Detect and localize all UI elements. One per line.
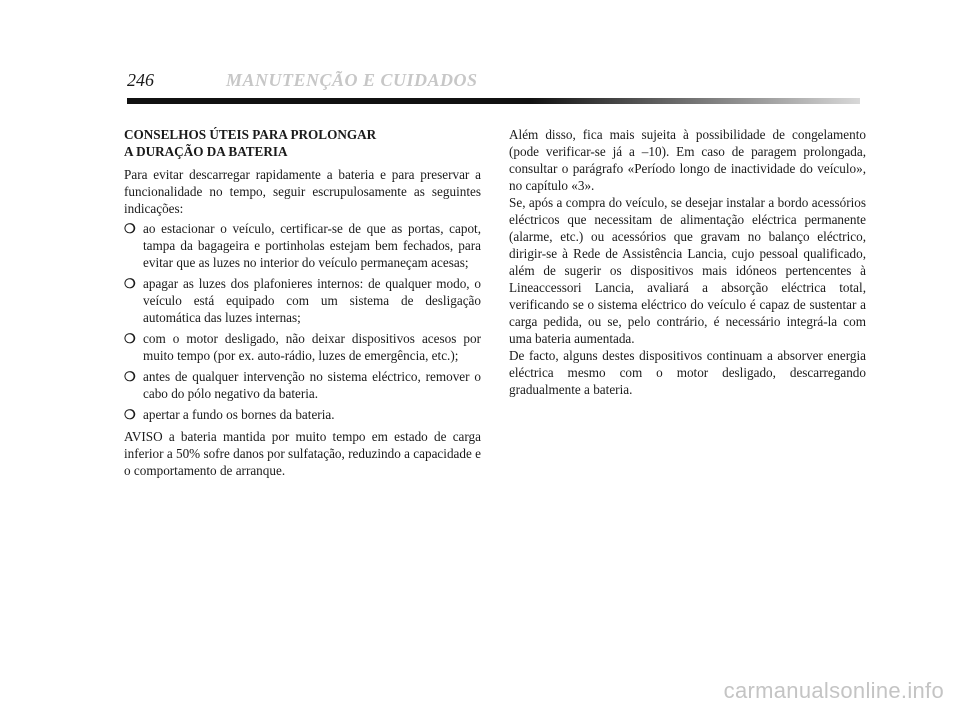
page-number: 246 xyxy=(127,70,154,90)
left-column xyxy=(124,126,481,479)
section-title: MANUTENÇÃO E CUIDADOS xyxy=(226,70,478,90)
right-column xyxy=(509,126,866,398)
list-item-text: antes de qualquer intervenção no sistema eléctrico, remover o cabo do pólo negativo da bateria. xyxy=(143,369,481,401)
header-rule xyxy=(127,98,860,104)
list-item xyxy=(124,220,481,271)
page-header xyxy=(127,70,860,92)
heading-line-1: CONSELHOS ÚTEIS PARA PROLONGAR xyxy=(124,127,377,142)
circle-bullet-icon: ❍ xyxy=(124,221,136,236)
list-item xyxy=(124,275,481,326)
list-item xyxy=(124,330,481,364)
list-item-text: ao estacionar o veículo, certificar-se de que as portas, capot, tampa da bagageira e portinholas estejam bem fechados, para evitar que as luzes no interior do veículo permaneçam acesas; xyxy=(143,221,481,270)
circle-bullet-icon: ❍ xyxy=(124,331,136,346)
list-item-text: apertar a fundo os bornes da bateria. xyxy=(143,407,335,422)
list-item xyxy=(124,406,481,423)
heading-line-2: A DURAÇÃO DA BATERIA xyxy=(124,144,288,159)
list-item xyxy=(124,368,481,402)
paragraph-absorption: De facto, alguns destes dispositivos continuam a absorver energia eléctrica mesmo com o motor desligado, descarregando gradualmente a bateria. xyxy=(509,348,866,397)
section-heading xyxy=(124,126,481,160)
list-item-text: apagar as luzes dos plafonieres internos: de qualquer modo, o veículo está equipado com um sistema de desligação automática das luzes internas; xyxy=(143,276,481,325)
circle-bullet-icon: ❍ xyxy=(124,407,136,422)
paragraph-accessories: Se, após a compra do veículo, se desejar instalar a bordo acessórios eléctricos que necessitam de alimentação eléctrica permanente (alarme, etc.) ou acessórios que gravam no balanço eléctrico, dirigir-se à Rede de Assistência Lancia, cujo pessoal qualificado, além de sugerir os dispositivos mais idóneos pertencentes à Lineaccessori Lancia, avaliará a absorção eléctrica total, verificando se o sistema eléctrico do veículo é capaz de sustentar a carga pedida, ou se, pelo contrário, é necessário integrá-la com uma bateria aumentada. xyxy=(509,195,866,346)
intro-paragraph: Para evitar descarregar rapidamente a bateria e para preservar a funcionalidade no tempo, seguir escrupulosamente as seguintes indicações: xyxy=(124,167,481,216)
warning-paragraph: AVISO a bateria mantida por muito tempo em estado de carga inferior a 50% sofre danos por sulfatação, reduzindo a capacidade e o comportamento de arranque. xyxy=(124,429,481,478)
watermark: carmanualsonline.info xyxy=(723,678,944,703)
circle-bullet-icon: ❍ xyxy=(124,369,136,384)
bullet-list xyxy=(124,220,481,423)
paragraph-freezing: Além disso, fica mais sujeita à possibilidade de congelamento (pode verificar-se já a –10). Em caso de paragem prolongada, consultar o parágrafo «Período longo de inactividade do veículo», no capítulo «3». xyxy=(509,127,866,193)
circle-bullet-icon: ❍ xyxy=(124,276,136,291)
list-item-text: com o motor desligado, não deixar dispositivos acesos por muito tempo (por ex. auto-rádio, luzes de emergência, etc.); xyxy=(143,331,481,363)
